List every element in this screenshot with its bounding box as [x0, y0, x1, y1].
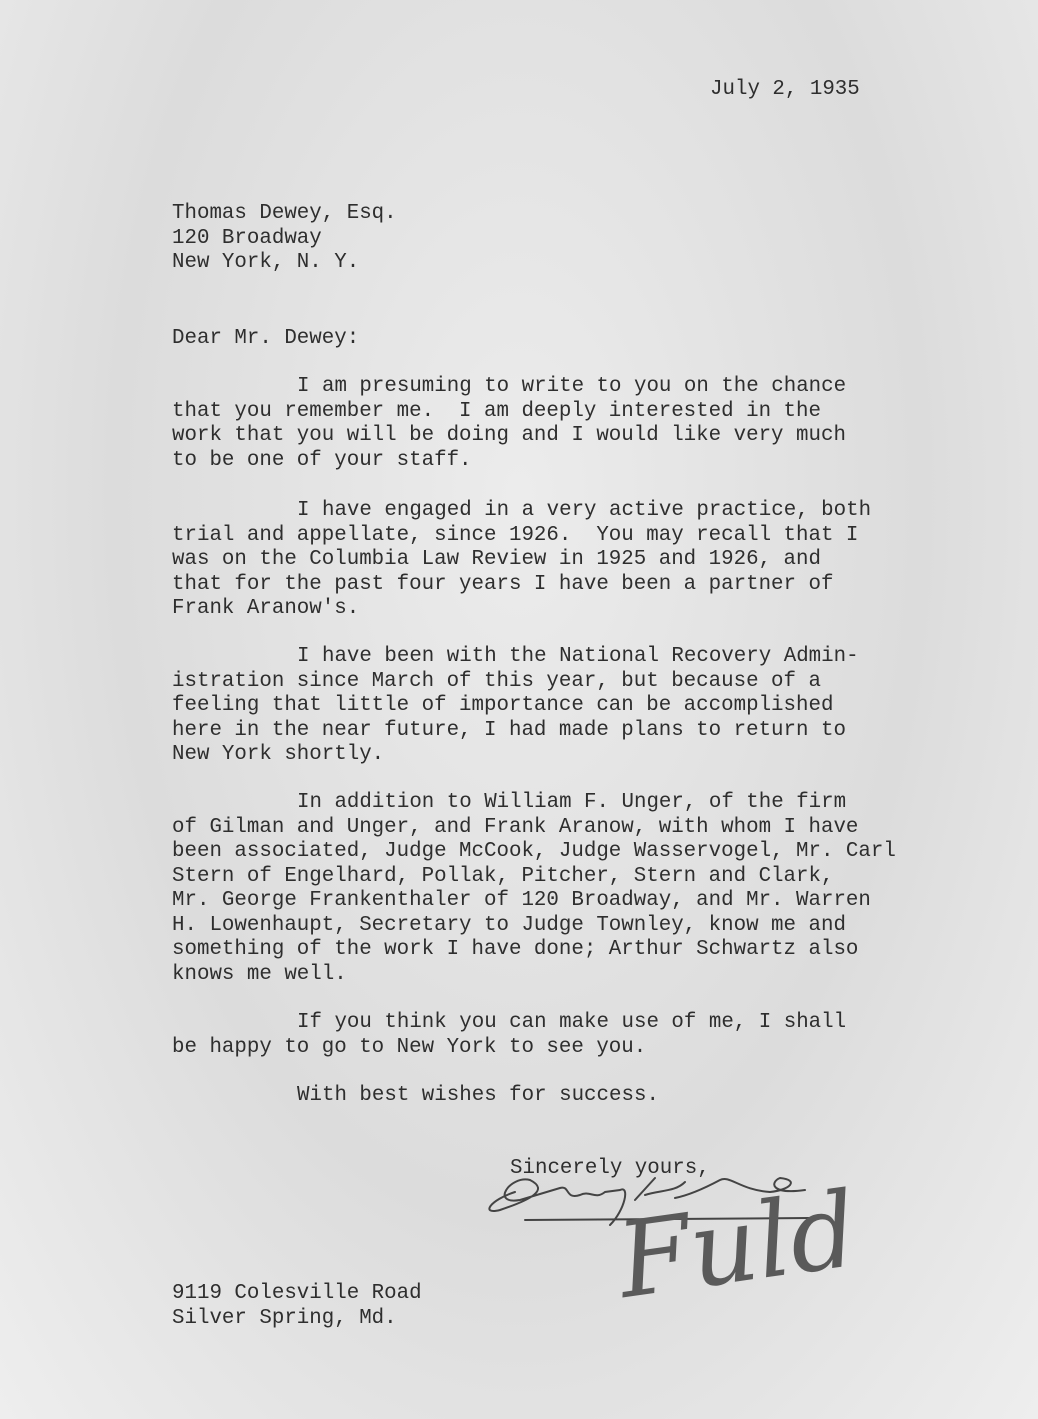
- sign-off: Sincerely yours,: [510, 1157, 710, 1180]
- paragraph-line: I have been with the National Recovery Admin-: [297, 645, 859, 668]
- paragraph-line: Frank Aranow's.: [172, 597, 360, 620]
- address-line: Thomas Dewey, Esq.: [172, 202, 397, 225]
- paragraph-line: here in the near future, I had made plans to return to: [172, 718, 846, 742]
- paragraph-line: I am presuming to write to you on the chance: [297, 375, 847, 398]
- paragraph-line: Stern of Engelhard, Pollak, Pitcher, Stern and Clark,: [172, 864, 834, 888]
- closing: With best wishes for success.: [297, 1084, 659, 1107]
- paragraph-line: Mr. George Frankenthaler of 120 Broadway, and Mr. Warren: [172, 889, 871, 912]
- paragraph-line: In addition to William F. Unger, of the firm: [297, 791, 847, 814]
- return-address: [172, 1282, 422, 1331]
- paragraph-line: New York shortly.: [172, 743, 385, 766]
- paragraph: [172, 499, 871, 622]
- paragraph: [172, 1011, 846, 1060]
- paragraph-line: I have engaged in a very active practice, both: [297, 499, 872, 522]
- paragraph-line: of Gilman and Unger, and Frank Aranow, with whom I have: [172, 815, 859, 839]
- inside-address: [172, 202, 397, 276]
- salutation: Dear Mr. Dewey:: [172, 327, 360, 350]
- paragraph: [172, 791, 896, 987]
- paragraph-line: been associated, Judge McCook, Judge Wasservogel, Mr. Carl: [172, 840, 896, 863]
- paragraph-line: be happy to go to New York to see you.: [172, 1035, 647, 1059]
- paragraph-line: to be one of your staff.: [172, 448, 472, 472]
- paragraph-line: If you think you can make use of me, I shall: [297, 1011, 847, 1034]
- paragraph-line: that you remember me. I am deeply interested in the: [172, 399, 821, 423]
- signature-stroke: [489, 1179, 625, 1225]
- paragraph-line: istration since March of this year, but because of a: [172, 669, 821, 693]
- address-line: Silver Spring, Md.: [172, 1306, 397, 1330]
- address-line: New York, N. Y.: [172, 251, 360, 274]
- paragraph-line: work that you will be doing and I would like very much: [172, 424, 846, 447]
- letter-date: July 2, 1935: [710, 78, 860, 101]
- paragraph: [172, 645, 859, 768]
- paragraph-line: that for the past four years I have been a partner of: [172, 572, 834, 596]
- paragraph-line: trial and appellate, since 1926. You may recall that I: [172, 523, 859, 547]
- paragraph-line: H. Lowenhaupt, Secretary to Judge Townley, know me and: [172, 913, 846, 937]
- paragraph-line: feeling that little of importance can be accomplished: [172, 694, 834, 717]
- address-line: 9119 Colesville Road: [172, 1282, 422, 1305]
- paragraph-line: knows me well.: [172, 962, 347, 986]
- paragraph-line: something of the work I have done; Arthur Schwartz also: [172, 938, 859, 961]
- paragraph-line: was on the Columbia Law Review in 1925 and 1926, and: [172, 548, 821, 571]
- paragraph: [172, 375, 846, 473]
- handwritten-annotation: Fuld: [610, 1167, 865, 1323]
- address-line: 120 Broadway: [172, 226, 322, 250]
